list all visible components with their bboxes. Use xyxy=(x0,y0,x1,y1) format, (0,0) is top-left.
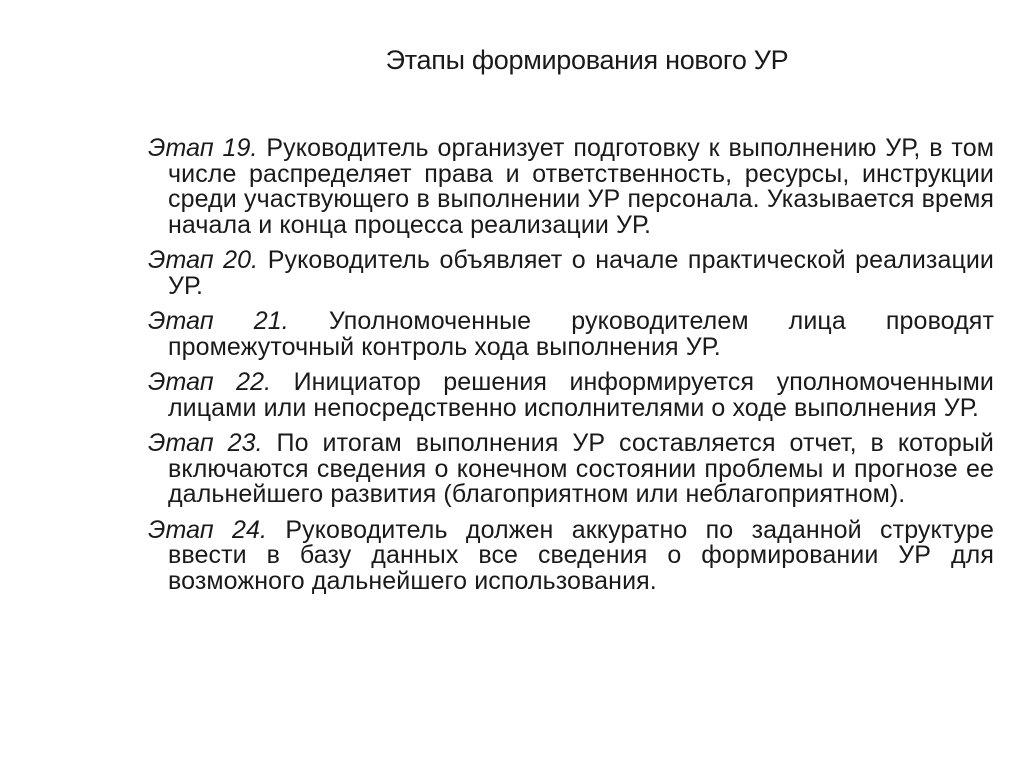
page-title: Этапы формирования нового УР xyxy=(385,45,789,75)
stage-text: Инициатор решения информируется уполномоченными лицами или непосредственно исполнителями о ходе выполнения УР. xyxy=(168,368,994,422)
stage-21 xyxy=(148,309,994,360)
stage-19 xyxy=(148,136,994,238)
stage-20 xyxy=(148,248,994,299)
stage-label: Этап 19. xyxy=(148,134,258,162)
stage-label: Этап 22. xyxy=(148,368,272,396)
stage-22 xyxy=(148,370,994,421)
stage-text: По итогам выполнения УР составляется отчет, в который включаются сведения о конечном состоянии проблемы и прогнозе ее дальнейшего развития (благоприятном или неблагоприятном). xyxy=(168,429,994,508)
stage-24 xyxy=(148,515,994,595)
stage-label: Этап 24. xyxy=(148,515,268,544)
stage-label: Этап 21. xyxy=(148,307,289,335)
stage-text: Руководитель объявляет о начале практической реализации УР. xyxy=(168,246,994,300)
stage-text: Руководитель должен аккуратно по заданной структуре ввести в базу данных все сведения о формировании УР для возможного дальнейшего использования. xyxy=(168,515,994,595)
stage-text: Руководитель организует подготовку к выполнению УР, в том числе распределяет права и ответственность, ресурсы, инструкции среди участвующего в выполнении УР персонала. Указывается время начала и конца процесса реализации УР. xyxy=(168,134,994,239)
stage-23 xyxy=(148,431,994,508)
stages-list xyxy=(148,136,994,604)
stage-text: Уполномоченные руководителем лица проводят промежуточный контроль хода выполнения УР. xyxy=(168,307,994,361)
stage-label: Этап 20. xyxy=(148,246,259,274)
stage-label: Этап 23. xyxy=(148,429,263,457)
